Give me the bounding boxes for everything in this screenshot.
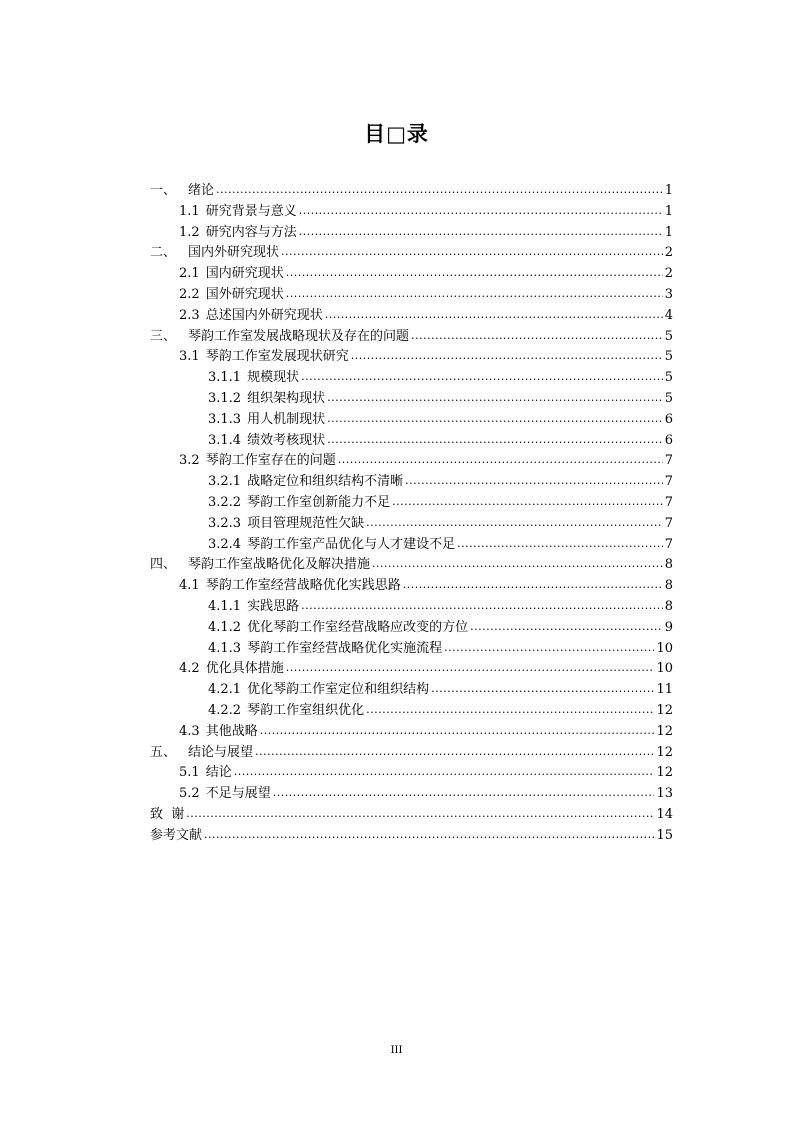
- toc-entry[interactable]: [150, 285, 673, 306]
- toc-entry-number: 4.1.1: [208, 598, 242, 614]
- toc-entry-page: 12: [656, 723, 673, 739]
- toc-entry-page: 7: [664, 494, 673, 510]
- toc-dot-leader: [351, 346, 663, 367]
- toc-entry-page: 7: [664, 474, 673, 490]
- toc-entry-title: 研究内容与方法: [205, 224, 297, 240]
- toc-entry[interactable]: [150, 472, 673, 493]
- toc-entry-title: 国内研究现状: [205, 266, 284, 282]
- toc-entry-title: 琴韵工作室存在的问题: [205, 453, 336, 469]
- toc-entry-page: 7: [664, 453, 673, 469]
- toc-entry-number: 4.3: [179, 723, 200, 739]
- toc-dot-leader: [372, 554, 663, 575]
- toc-entry-number: 2.2: [179, 286, 200, 302]
- table-of-contents: [150, 181, 673, 847]
- toc-dot-leader: [286, 658, 655, 679]
- toc-entry-title: 结论: [205, 765, 232, 781]
- toc-entry-page: 4: [664, 307, 673, 323]
- toc-dot-leader: [204, 825, 654, 846]
- toc-entry-page: 2: [664, 266, 673, 282]
- toc-entry-title: 琴韵工作室发展战略现状及存在的问题: [188, 328, 410, 344]
- toc-entry[interactable]: [150, 639, 673, 660]
- toc-entry-page: 6: [664, 411, 673, 427]
- toc-dot-leader: [444, 638, 654, 659]
- toc-entry-number: 五、: [150, 744, 177, 760]
- toc-entry-number: 二、: [150, 245, 177, 261]
- toc-entry-title: 组织架构现状: [247, 390, 326, 406]
- toc-entry-title: 研究背景与意义: [205, 203, 297, 219]
- toc-entry-title: 战略定位和组织结构不清晰: [247, 474, 404, 490]
- toc-entry-title: 规模现状: [247, 370, 300, 386]
- toc-entry-number: 4.2.1: [208, 682, 242, 698]
- toc-entry[interactable]: [150, 805, 673, 826]
- toc-entry[interactable]: [150, 826, 673, 847]
- toc-dot-leader: [470, 617, 663, 638]
- toc-dot-leader: [392, 492, 663, 513]
- toc-entry[interactable]: [150, 243, 673, 264]
- toc-entry-number: 3.2.3: [208, 515, 242, 531]
- toc-dot-leader: [327, 388, 663, 409]
- toc-entry-page: 5: [664, 328, 673, 344]
- toc-entry[interactable]: [150, 181, 673, 202]
- toc-entry[interactable]: [150, 743, 673, 764]
- toc-entry-title: 其他战略: [205, 723, 258, 739]
- toc-dot-leader: [301, 367, 663, 388]
- toc-entry-title: 致 谢: [150, 806, 185, 822]
- toc-entry-page: 13: [656, 786, 673, 802]
- toc-entry[interactable]: [150, 722, 673, 743]
- toc-dot-leader: [260, 721, 655, 742]
- toc-entry-page: 15: [656, 827, 673, 843]
- toc-dot-leader: [431, 679, 654, 700]
- toc-entry-number: 一、: [150, 183, 177, 198]
- toc-dot-leader: [325, 305, 663, 326]
- toc-entry-title: 实践思路: [247, 598, 300, 614]
- toc-dot-leader: [411, 326, 663, 347]
- toc-entry-number: 四、: [150, 557, 177, 573]
- toc-entry-number: 2.1: [179, 266, 200, 282]
- page-number: III: [390, 1045, 403, 1056]
- toc-entry[interactable]: [150, 368, 673, 389]
- toc-dot-leader: [366, 513, 663, 534]
- toc-entry[interactable]: [150, 784, 673, 805]
- toc-entry-page: 8: [664, 598, 673, 614]
- toc-entry-title: 琴韵工作室组织优化: [247, 702, 365, 718]
- toc-entry-number: 3.2.2: [208, 494, 242, 510]
- toc-entry-title: 项目管理规范性欠缺: [247, 515, 365, 531]
- toc-entry-page: 10: [656, 640, 673, 656]
- toc-entry-page: 12: [656, 744, 673, 760]
- toc-entry-number: 3.2.1: [208, 474, 242, 490]
- toc-entry[interactable]: [150, 223, 673, 244]
- toc-dot-leader: [286, 263, 663, 284]
- toc-entry-title: 国内外研究现状: [188, 245, 280, 261]
- toc-entry-number: 3.1.3: [208, 411, 242, 427]
- toc-dot-leader: [403, 575, 663, 596]
- toc-entry-page: 7: [664, 536, 673, 552]
- toc-entry-number: 3.1.1: [208, 370, 242, 386]
- toc-dot-leader: [327, 409, 663, 430]
- toc-dot-leader: [186, 804, 654, 825]
- toc-entry-title: 优化琴韵工作室定位和组织结构: [247, 682, 430, 698]
- toc-entry-page: 7: [664, 515, 673, 531]
- toc-dot-leader: [286, 284, 663, 305]
- toc-entry-title: 绪论: [188, 183, 215, 198]
- toc-entry[interactable]: [150, 306, 673, 327]
- toc-entry-page: 11: [656, 682, 673, 698]
- toc-entry-page: 10: [656, 661, 673, 677]
- toc-entry-number: 1.1: [179, 203, 200, 219]
- toc-dot-leader: [457, 534, 663, 555]
- toc-entry[interactable]: [150, 597, 673, 618]
- toc-entry[interactable]: [150, 451, 673, 472]
- toc-entry[interactable]: [150, 431, 673, 452]
- toc-entry[interactable]: [150, 410, 673, 431]
- toc-entry-title: 用人机制现状: [247, 411, 326, 427]
- toc-entry-title: 总述国内外研究现状: [205, 307, 323, 323]
- toc-entry-number: 2.3: [179, 307, 200, 323]
- page-title: 目□录: [364, 122, 429, 146]
- toc-entry-number: 4.1.3: [208, 640, 242, 656]
- toc-entry-number: 1.2: [179, 224, 200, 240]
- toc-entry-title: 参考文献: [150, 827, 203, 843]
- toc-entry[interactable]: [150, 347, 673, 368]
- toc-entry-page: 9: [664, 619, 673, 635]
- toc-entry[interactable]: [150, 493, 673, 514]
- toc-entry-title: 琴韵工作室发展现状研究: [205, 349, 349, 365]
- toc-entry[interactable]: [150, 763, 673, 784]
- toc-entry-title: 琴韵工作室战略优化及解决措施: [188, 557, 371, 573]
- toc-dot-leader: [281, 242, 663, 263]
- toc-entry[interactable]: [150, 389, 673, 410]
- toc-entry-page: 5: [664, 349, 673, 365]
- toc-entry-title: 琴韵工作室创新能力不足: [247, 494, 391, 510]
- toc-dot-leader: [299, 201, 663, 222]
- toc-dot-leader: [338, 450, 663, 471]
- toc-entry-title: 琴韵工作室经营战略优化实践思路: [205, 578, 401, 594]
- toc-entry-number: 3.1.2: [208, 390, 242, 406]
- toc-entry[interactable]: [150, 514, 673, 535]
- toc-dot-leader: [255, 742, 654, 763]
- toc-entry-page: 5: [664, 370, 673, 386]
- toc-entry-page: 1: [664, 183, 673, 198]
- toc-entry-page: 12: [656, 702, 673, 718]
- toc-entry-number: 3.1: [179, 349, 200, 365]
- toc-entry[interactable]: [150, 576, 673, 597]
- toc-entry-page: 1: [664, 203, 673, 219]
- toc-entry-title: 不足与展望: [205, 786, 271, 802]
- toc-dot-leader: [301, 596, 663, 617]
- toc-entry-page: 6: [664, 432, 673, 448]
- toc-entry-page: 1: [664, 224, 673, 240]
- toc-entry-page: 14: [656, 806, 673, 822]
- toc-entry-number: 5.2: [179, 786, 200, 802]
- toc-dot-leader: [234, 762, 655, 783]
- toc-entry-number: 5.1: [179, 765, 200, 781]
- toc-dot-leader: [299, 222, 663, 243]
- toc-dot-leader: [327, 430, 663, 451]
- toc-dot-leader: [405, 471, 663, 492]
- toc-entry[interactable]: [150, 555, 673, 576]
- toc-entry-number: 三、: [150, 328, 177, 344]
- toc-entry-title: 结论与展望: [188, 744, 254, 760]
- toc-entry-number: 4.1: [179, 578, 200, 594]
- toc-entry-title: 琴韵工作室产品优化与人才建设不足: [247, 536, 456, 552]
- toc-entry-page: 12: [656, 765, 673, 781]
- toc-entry[interactable]: [150, 659, 673, 680]
- toc-entry-number: 3.2: [179, 453, 200, 469]
- toc-entry-number: 3.2.4: [208, 536, 242, 552]
- toc-entry-number: 4.1.2: [208, 619, 242, 635]
- toc-entry-title: 琴韵工作室经营战略优化实施流程: [247, 640, 443, 656]
- toc-entry-title: 优化具体措施: [205, 661, 284, 677]
- toc-entry[interactable]: [150, 264, 673, 285]
- toc-entry-title: 国外研究现状: [205, 286, 284, 302]
- toc-entry-title: 绩效考核现状: [247, 432, 326, 448]
- toc-entry[interactable]: [150, 618, 673, 639]
- toc-entry-number: 3.1.4: [208, 432, 242, 448]
- toc-entry-number: 4.2.2: [208, 702, 242, 718]
- toc-entry-page: 8: [664, 557, 673, 573]
- toc-entry-page: 3: [664, 286, 673, 302]
- toc-entry-page: 2: [664, 245, 673, 261]
- toc-dot-leader: [216, 180, 663, 201]
- toc-entry-title: 优化琴韵工作室经营战略应改变的方位: [247, 619, 469, 635]
- toc-entry[interactable]: [150, 680, 673, 701]
- toc-dot-leader: [366, 700, 654, 721]
- toc-entry[interactable]: [150, 535, 673, 556]
- toc-dot-leader: [273, 783, 655, 804]
- toc-entry-page: 5: [664, 390, 673, 406]
- toc-entry[interactable]: [150, 327, 673, 348]
- toc-entry[interactable]: [150, 701, 673, 722]
- toc-entry-page: 8: [664, 578, 673, 594]
- toc-entry[interactable]: [150, 202, 673, 223]
- toc-entry-number: 4.2: [179, 661, 200, 677]
